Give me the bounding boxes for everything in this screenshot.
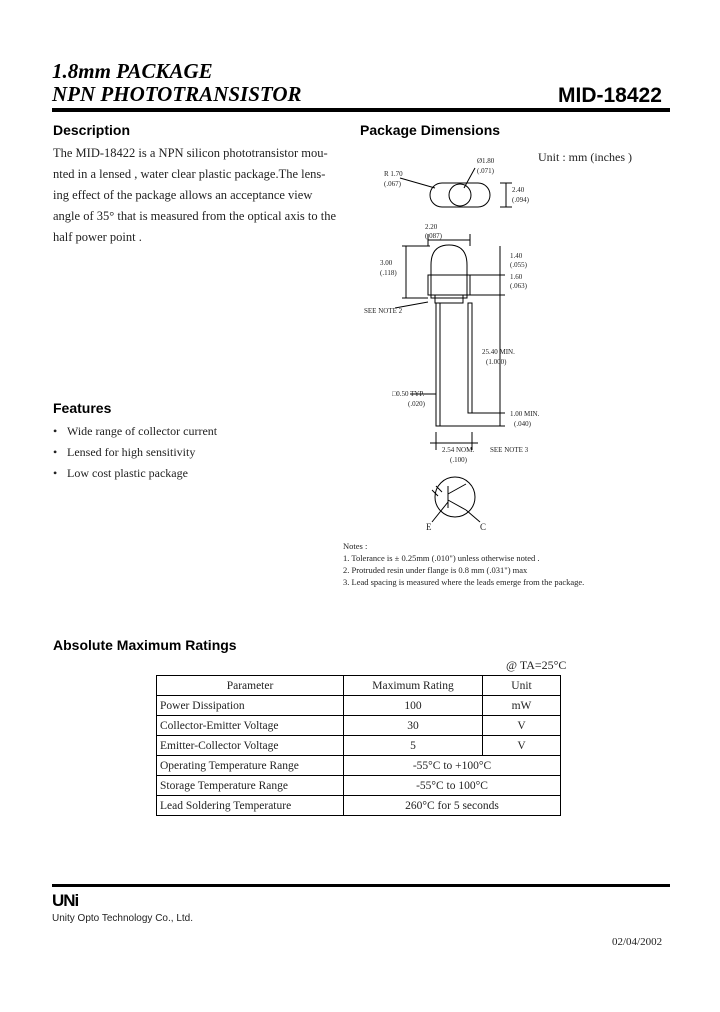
feature-text: Lensed for high sensitivity: [67, 445, 196, 459]
table-cell: Storage Temperature Range: [157, 776, 344, 796]
title-line-1: 1.8mm PACKAGE: [52, 59, 213, 83]
dim-label: 2.40: [512, 186, 525, 194]
dim-label: 1.00 MIN.: [510, 410, 540, 418]
description-line: The MID-18422 is a NPN silicon phototransistor mou-: [53, 146, 328, 160]
column-header: Parameter: [157, 676, 344, 696]
list-item: • Lensed for high sensitivity: [53, 445, 196, 459]
table-cell: V: [483, 736, 561, 756]
transistor-symbol-icon: [432, 477, 480, 522]
dim-label: 25.40 MIN.: [482, 348, 515, 356]
table-header-row: [157, 676, 561, 696]
dim-label: Ø1.80: [477, 157, 495, 165]
dim-label: 2.20: [425, 223, 438, 231]
header-rule: [52, 108, 670, 112]
dim-label: (.063): [510, 282, 527, 290]
description-line: ing effect of the package allows an acceptance view: [53, 188, 313, 202]
table-row: [157, 696, 561, 716]
feature-text: Low cost plastic package: [67, 466, 188, 480]
dim-label: (.100): [450, 456, 467, 464]
table-cell: Lead Soldering Temperature: [157, 796, 344, 816]
dim-label: (.040): [514, 420, 531, 428]
table-cell: -55°C to 100°C: [344, 776, 561, 796]
column-header: Maximum Rating: [344, 676, 483, 696]
document-date: 02/04/2002: [612, 936, 663, 948]
pin-c-label: C: [480, 522, 487, 532]
company-name: Unity Opto Technology Co., Ltd.: [52, 913, 194, 924]
table-cell: mW: [483, 696, 561, 716]
feature-text: Wide range of collector current: [67, 424, 218, 438]
table-cell: Power Dissipation: [157, 696, 344, 716]
table-cell: -55°C to +100°C: [344, 756, 561, 776]
table-cell: 260°C for 5 seconds: [344, 796, 561, 816]
dim-label: (.118): [380, 269, 397, 277]
table-row: [157, 796, 561, 816]
dim-label: (.055): [510, 261, 527, 269]
table-cell: Emitter-Collector Voltage: [157, 736, 344, 756]
dim-label: R 1.70: [384, 170, 403, 178]
dim-label: (.087): [425, 232, 442, 240]
company-logo: UNi: [52, 891, 79, 910]
table-cell: 5: [344, 736, 483, 756]
dim-label: SEE NOTE 2: [364, 307, 403, 315]
notes: [343, 540, 584, 588]
description-text: [53, 143, 353, 248]
lead-right: [468, 303, 472, 413]
dim-label: (.067): [384, 180, 401, 188]
dim-label: (.094): [512, 196, 529, 204]
top-view-body: [430, 183, 490, 207]
table-cell: 30: [344, 716, 483, 736]
unit-label: Unit : mm (inches ): [538, 150, 632, 164]
note-item: 3. Lead spacing is measured where the leads emerge from the package.: [343, 577, 585, 587]
side-view-flange: [428, 275, 470, 295]
table-cell: Collector-Emitter Voltage: [157, 716, 344, 736]
dim-label: 1.60: [510, 273, 523, 281]
table-cell: Operating Temperature Range: [157, 756, 344, 776]
part-number: MID-18422: [558, 84, 662, 107]
dim-label: (.020): [408, 400, 425, 408]
dim-label: (.071): [477, 167, 494, 175]
dim-label: 1.40: [510, 252, 523, 260]
column-header: Unit: [483, 676, 561, 696]
description-line: nted in a lensed , water clear plastic package.The lens-: [53, 167, 326, 181]
table-row: [157, 776, 561, 796]
note-item: 1. Tolerance is ± 0.25mm (.010") unless otherwise noted .: [343, 553, 540, 563]
lead-left: [436, 303, 440, 426]
top-view-lens: [449, 184, 471, 206]
table-cell: 100: [344, 696, 483, 716]
ratings-condition: @ TA=25°C: [506, 658, 567, 672]
description-line: angle of 35° that is measured from the optical axis to the: [53, 209, 337, 223]
list-item: • Low cost plastic package: [53, 466, 188, 480]
description-heading: Description: [53, 122, 131, 138]
pin-e-label: E: [426, 522, 432, 532]
table-row: [157, 756, 561, 776]
features-list: [53, 421, 217, 484]
package-drawing: [340, 150, 680, 535]
note-item: 2. Protruded resin under flange is 0.8 mm (.031") max: [343, 565, 528, 575]
features-heading: Features: [53, 400, 112, 416]
title-line-2: NPN PHOTOTRANSISTOR: [52, 82, 302, 106]
dim-label: 3.00: [380, 259, 393, 267]
list-item: • Wide range of collector current: [53, 424, 218, 438]
table-row: [157, 736, 561, 756]
dim-label: 2.54 NOM.: [442, 446, 475, 454]
footer-rule: [52, 884, 670, 887]
description-line: half power point .: [53, 230, 142, 244]
table-cell: V: [483, 716, 561, 736]
package-heading: Package Dimensions: [360, 122, 501, 138]
notes-title: Notes :: [343, 541, 368, 551]
ratings-table: [156, 675, 561, 816]
dim-label: (1.000): [486, 358, 507, 366]
dim-label: SEE NOTE 3: [490, 446, 529, 454]
table-row: [157, 716, 561, 736]
dim-label: □0.50 TYP.: [392, 390, 425, 398]
side-view-dome: [431, 245, 467, 298]
ratings-heading: Absolute Maximum Ratings: [53, 637, 237, 653]
